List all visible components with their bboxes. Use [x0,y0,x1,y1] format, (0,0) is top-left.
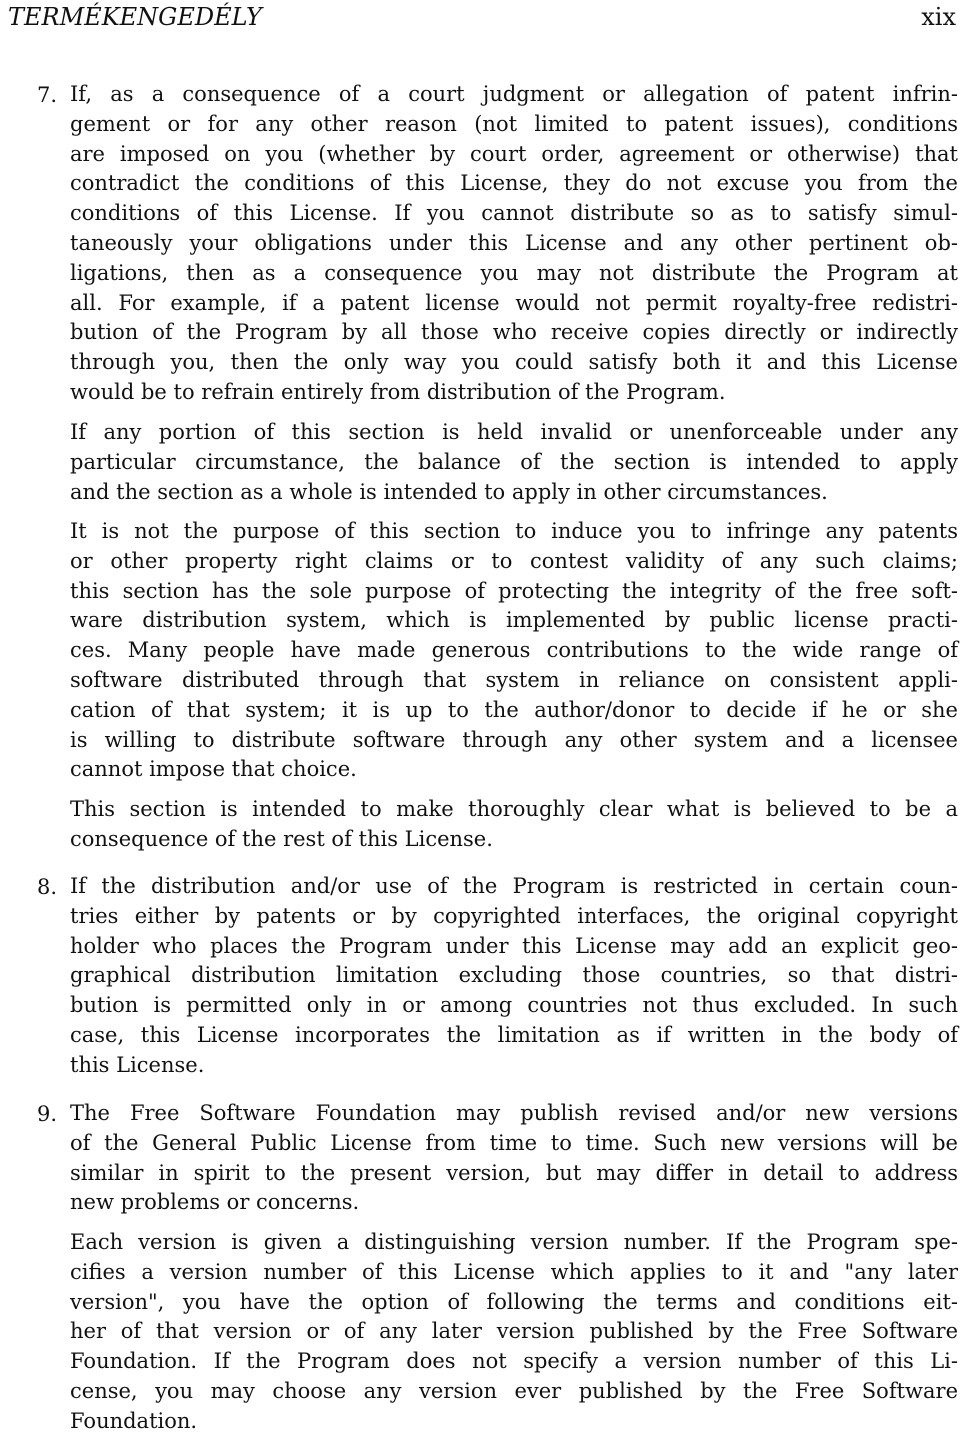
paragraph [70,1228,958,1437]
text-line: bution is permitted only in or among countries not thus excluded. In such [70,993,958,1018]
text-line: cifies a version number of this License which applies to it and "any later [70,1259,958,1284]
text-line: her of that version or of any later version published by the Free Software [70,1319,958,1344]
list-item-number: 8. [37,875,58,899]
text-line: ces. Many people have made generous contributions to the wide range of [70,638,958,663]
paragraph [70,80,958,408]
text-line: similar in spirit to the present version, but may differ in detail to address [70,1160,958,1185]
text-line: Each version is given a distinguishing version number. If the Program spe- [70,1230,958,1254]
paragraph [70,1099,958,1218]
text-line: If the distribution and/or use of the Program is restricted in certain coun- [70,874,958,898]
list-item-number: 7. [37,83,58,107]
text-line: gement or for any other reason (not limited to patent issues), conditions [70,111,958,136]
paragraph [70,795,958,855]
paragraph [70,872,958,1081]
paragraph [70,418,958,507]
text-line: software distributed through that system in reliance on consistent appli- [70,667,958,692]
text-line: This section is intended to make thoroughly clear what is believed to be a [70,797,958,821]
text-line: contradict the conditions of this License, they do not excuse you from the [70,171,958,196]
text-line: consequence of the rest of this License. [70,826,493,851]
text-line: new problems or concerns. [70,1190,360,1215]
paragraph [70,517,958,785]
running-header [8,0,956,34]
text-line: ligations, then as a consequence you may not distribute the Program at [70,260,958,285]
text-line: this License. [70,1052,205,1077]
text-line: holder who places the Program under this License may add an explicit geo- [70,933,958,958]
text-line: If, as a consequence of a court judgment or allegation of patent infrin- [70,82,958,106]
text-line: conditions of this License. If you cannot distribute so as to satisfy simul- [70,201,958,226]
text-line: cation of that system; it is up to the author/donor to decide if he or she [70,697,958,722]
text-line: ware distribution system, which is implemented by public license practi- [70,608,958,633]
page-number: xix [921,3,956,31]
text-line: would be to refrain entirely from distribution of the Program. [70,379,726,404]
text-line: all. For example, if a patent license would not permit royalty-free redistri- [70,290,958,315]
text-line: Foundation. If the Program does not specify a version number of this Li- [70,1349,958,1374]
text-line: is willing to distribute software through any other system and a licensee [70,727,958,752]
text-line: graphical distribution limitation excluding those countries, so that distri- [70,963,958,988]
text-line: If any portion of this section is held invalid or unenforceable under any [70,420,958,444]
text-line: or other property right claims or to contest validity of any such claims; [70,548,958,573]
text-line: cense, you may choose any version ever published by the Free Software [70,1378,958,1403]
text-line: tries either by patents or by copyrighted interfaces, the original copyright [70,903,958,928]
text-line: and the section as a whole is intended to apply in other circumstances. [70,479,828,504]
text-line: cannot impose that choice. [70,757,357,782]
text-line: version", you have the option of following the terms and conditions eit- [70,1289,958,1314]
text-line: case, this License incorporates the limitation as if written in the body of [70,1022,958,1047]
text-line: are imposed on you (whether by court order, agreement or otherwise) that [70,141,958,166]
text-line: this section has the sole purpose of protecting the integrity of the free soft- [70,578,958,603]
text-line: particular circumstance, the balance of the section is intended to apply [70,449,958,474]
list-item-number: 9. [37,1102,58,1126]
text-line: through you, then the only way you could satisfy both it and this License [70,350,958,375]
text-line: The Free Software Foundation may publish revised and/or new versions [70,1101,958,1125]
text-line: taneously your obligations under this License and any other pertinent ob- [70,230,958,255]
running-title: TERMÉKENGEDÉLY [8,3,262,31]
text-line: Foundation. [70,1408,198,1433]
text-line: of the General Public License from time to time. Such new versions will be [70,1130,958,1155]
text-line: It is not the purpose of this section to induce you to infringe any patents [70,519,958,543]
text-line: bution of the Program by all those who receive copies directly or indirectly [70,320,958,345]
